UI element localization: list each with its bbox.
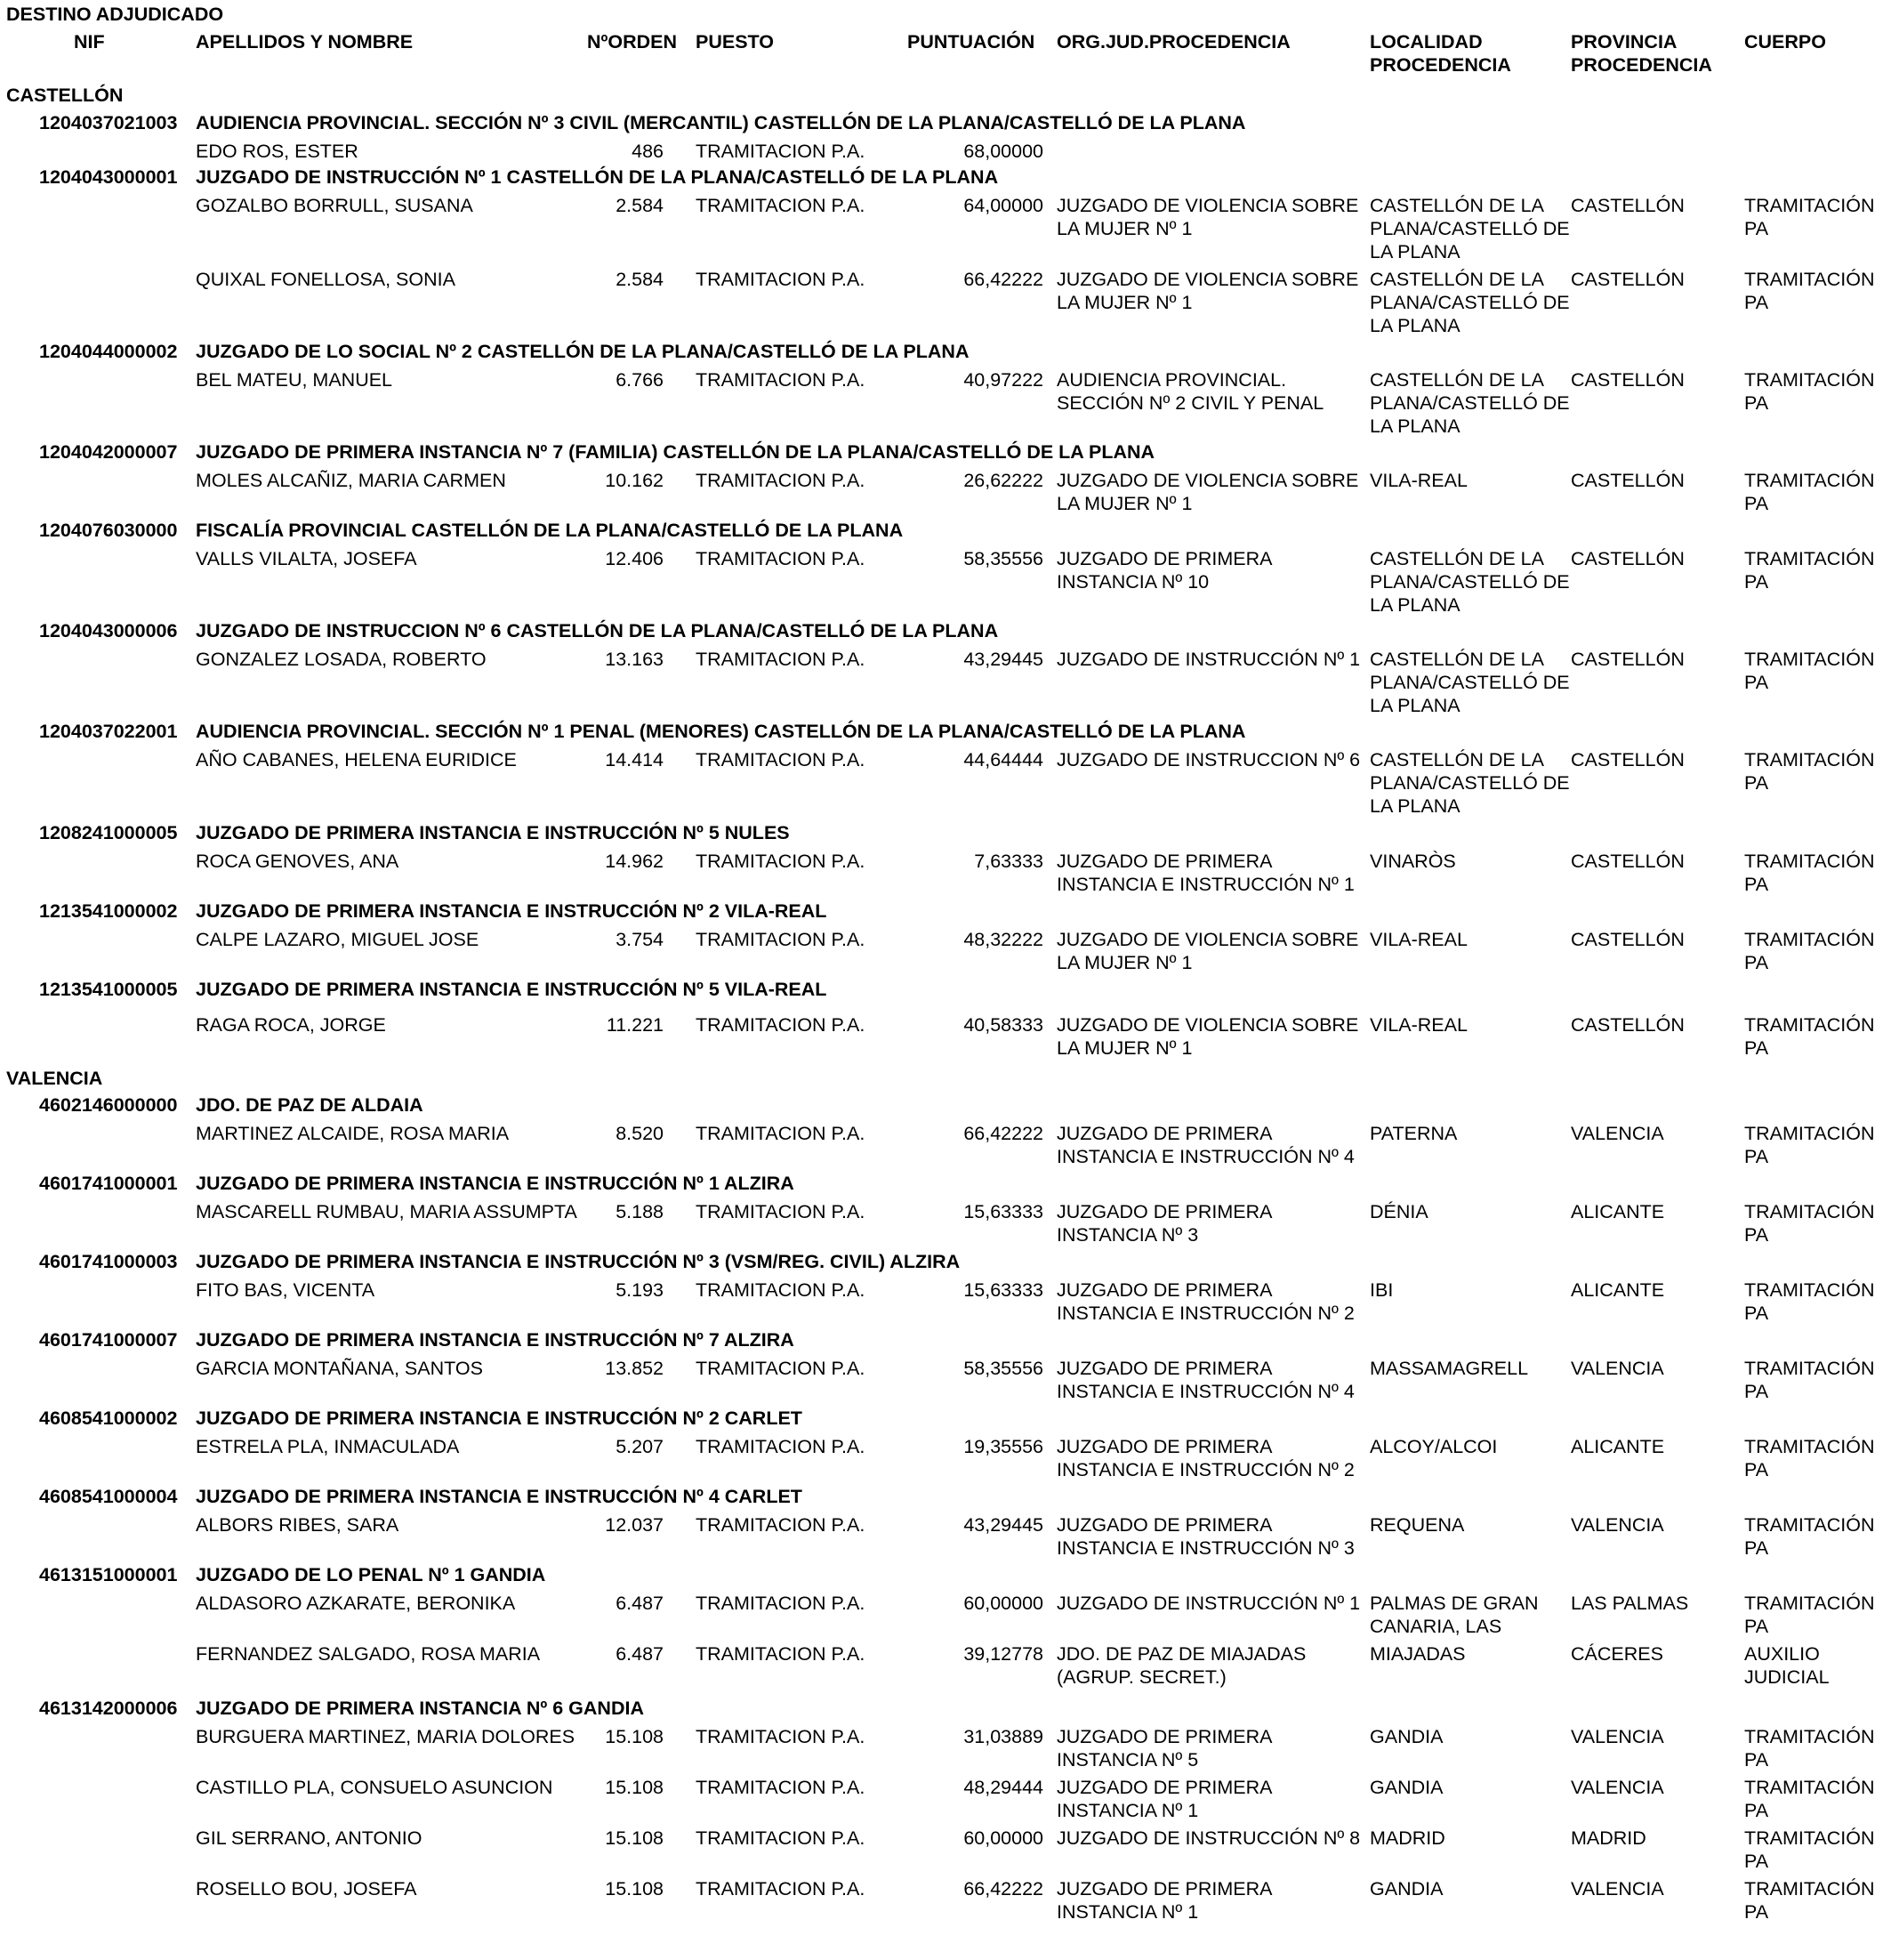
court-name: JUZGADO DE INSTRUCCIÓN Nº 1 CASTELLÓN DE LA PLANA/CASTELLÓ DE LA PLANA	[196, 166, 999, 188]
court-nif: 4601741000003	[39, 1251, 178, 1272]
origin-province: MADRID	[1571, 1827, 1646, 1849]
corps: TRAMITACIÓN PA	[1744, 1358, 1875, 1402]
origin-court: JUZGADO DE PRIMERA INSTANCIA Nº 10	[1057, 548, 1272, 593]
position: TRAMITACION P.A.	[696, 470, 865, 491]
corps: TRAMITACIÓN PA	[1744, 929, 1875, 973]
origin-locality: GANDIA	[1370, 1878, 1444, 1900]
position: TRAMITACION P.A.	[696, 1201, 865, 1222]
origin-court: JUZGADO DE PRIMERA INSTANCIA Nº 3	[1057, 1201, 1272, 1246]
person-name: ESTRELA PLA, INMACULADA	[196, 1436, 460, 1457]
court-nif: 1204044000002	[39, 341, 178, 362]
origin-court: JUZGADO DE VIOLENCIA SOBRE LA MUJER Nº 1	[1057, 269, 1359, 313]
origin-locality: VILA-REAL	[1370, 929, 1468, 950]
score: 39,12778	[963, 1643, 1043, 1665]
score: 66,42222	[963, 1123, 1043, 1144]
court-name: JUZGADO DE PRIMERA INSTANCIA E INSTRUCCIÓN Nº 3 (VSM/REG. CIVIL) ALZIRA	[196, 1251, 961, 1272]
origin-court: JUZGADO DE INSTRUCCIÓN Nº 1	[1057, 1593, 1361, 1614]
origin-court: JUZGADO DE PRIMERA INSTANCIA E INSTRUCCIÓN Nº 4	[1057, 1358, 1355, 1402]
court-nif: 1204076030000	[39, 520, 178, 541]
order-number: 8.520	[616, 1123, 664, 1144]
origin-province: VALENCIA	[1571, 1777, 1664, 1798]
order-number: 2.584	[616, 269, 664, 290]
court-nif: 4602146000000	[39, 1094, 178, 1116]
position: TRAMITACION P.A.	[696, 851, 865, 872]
origin-province: VALENCIA	[1571, 1358, 1664, 1379]
origin-locality: CASTELLÓN DE LA PLANA/CASTELLÓ DE LA PLANA	[1370, 369, 1570, 437]
origin-court: JDO. DE PAZ DE MIAJADAS (AGRUP. SECRET.)	[1057, 1643, 1307, 1688]
origin-court: JUZGADO DE PRIMERA INSTANCIA Nº 1	[1057, 1777, 1272, 1821]
score: 19,35556	[963, 1436, 1043, 1457]
order-number: 6.487	[616, 1593, 664, 1614]
origin-locality: CASTELLÓN DE LA PLANA/CASTELLÓ DE LA PLANA	[1370, 649, 1570, 716]
origin-court: JUZGADO DE INSTRUCCIÓN Nº 8	[1057, 1827, 1361, 1849]
order-number: 11.221	[606, 1014, 664, 1036]
person-name: GIL SERRANO, ANTONIO	[196, 1827, 422, 1849]
score: 40,58333	[963, 1014, 1043, 1036]
origin-locality: CASTELLÓN DE LA PLANA/CASTELLÓ DE LA PLANA	[1370, 548, 1570, 616]
score: 58,35556	[963, 1358, 1043, 1379]
person-name: ALDASORO AZKARATE, BERONIKA	[196, 1593, 516, 1614]
origin-court: JUZGADO DE VIOLENCIA SOBRE LA MUJER Nº 1	[1057, 195, 1359, 239]
court-nif: 4608541000002	[39, 1407, 178, 1429]
order-number: 13.163	[605, 649, 664, 670]
person-name: BURGUERA MARTINEZ, MARIA DOLORES	[196, 1726, 575, 1747]
order-number: 10.162	[605, 470, 664, 491]
origin-province: ALICANTE	[1571, 1279, 1665, 1301]
position: TRAMITACION P.A.	[696, 1514, 865, 1536]
page-title: DESTINO ADJUDICADO	[6, 4, 224, 25]
court-name: AUDIENCIA PROVINCIAL. SECCIÓN Nº 1 PENAL (MENORES) CASTELLÓN DE LA PLANA/CASTELLÓ DE LA PLANA	[196, 721, 1246, 742]
court-nif: 4613142000006	[39, 1698, 178, 1719]
position: TRAMITACION P.A.	[696, 548, 865, 569]
origin-province: VALENCIA	[1571, 1514, 1664, 1536]
score: 40,97222	[963, 369, 1043, 391]
court-nif: 1204042000007	[39, 441, 178, 463]
court-nif: 1204037022001	[39, 721, 178, 742]
origin-locality: GANDIA	[1370, 1777, 1444, 1798]
court-name: JUZGADO DE PRIMERA INSTANCIA E INSTRUCCIÓN Nº 5 VILA-REAL	[196, 979, 827, 1000]
origin-locality: MADRID	[1370, 1827, 1445, 1849]
origin-court: JUZGADO DE PRIMERA INSTANCIA E INSTRUCCIÓN Nº 1	[1057, 851, 1355, 895]
corps: TRAMITACIÓN PA	[1744, 851, 1875, 895]
origin-province: CASTELLÓN	[1571, 1014, 1685, 1036]
person-name: FITO BAS, VICENTA	[196, 1279, 375, 1301]
court-nif: 4613151000001	[39, 1564, 178, 1585]
position: TRAMITACION P.A.	[696, 1726, 865, 1747]
position: TRAMITACION P.A.	[696, 1123, 865, 1144]
column-header-orden: NºORDEN	[587, 31, 678, 52]
position: TRAMITACION P.A.	[696, 929, 865, 950]
person-name: MASCARELL RUMBAU, MARIA ASSUMPTA	[196, 1201, 577, 1222]
corps: TRAMITACIÓN PA	[1744, 749, 1875, 794]
column-header-localidad: LOCALIDAD PROCEDENCIA	[1370, 31, 1511, 76]
origin-locality: MASSAMAGRELL	[1370, 1358, 1529, 1379]
order-number: 6.766	[616, 369, 664, 391]
origin-province: CASTELLÓN	[1571, 749, 1685, 770]
corps: TRAMITACIÓN PA	[1744, 1514, 1875, 1559]
position: TRAMITACION P.A.	[696, 1643, 865, 1665]
score: 7,63333	[974, 851, 1043, 872]
order-number: 2.584	[616, 195, 664, 216]
corps: TRAMITACIÓN PA	[1744, 548, 1875, 593]
origin-locality: VILA-REAL	[1370, 1014, 1468, 1036]
origin-locality: IBI	[1370, 1279, 1394, 1301]
origin-locality: PALMAS DE GRAN CANARIA, LAS	[1370, 1593, 1539, 1637]
order-number: 5.207	[616, 1436, 664, 1457]
position: TRAMITACION P.A.	[696, 649, 865, 670]
person-name: CALPE LAZARO, MIGUEL JOSE	[196, 929, 479, 950]
court-name: JUZGADO DE LO SOCIAL Nº 2 CASTELLÓN DE LA PLANA/CASTELLÓ DE LA PLANA	[196, 341, 970, 362]
court-name: AUDIENCIA PROVINCIAL. SECCIÓN Nº 3 CIVIL (MERCANTIL) CASTELLÓN DE LA PLANA/CASTELLÓ DE LA PLANA	[196, 112, 1246, 133]
origin-locality: CASTELLÓN DE LA PLANA/CASTELLÓ DE LA PLANA	[1370, 269, 1570, 336]
person-name: VALLS VILALTA, JOSEFA	[196, 548, 417, 569]
corps: TRAMITACIÓN PA	[1744, 1777, 1875, 1821]
order-number: 14.962	[605, 851, 664, 872]
person-name: GARCIA MONTAÑANA, SANTOS	[196, 1358, 483, 1379]
origin-locality: CASTELLÓN DE LA PLANA/CASTELLÓ DE LA PLANA	[1370, 195, 1570, 262]
score: 60,00000	[963, 1827, 1043, 1849]
person-name: MOLES ALCAÑIZ, MARIA CARMEN	[196, 470, 506, 491]
person-name: GONZALEZ LOSADA, ROBERTO	[196, 649, 487, 670]
court-nif: 1204037021003	[39, 112, 178, 133]
origin-locality: GANDIA	[1370, 1726, 1444, 1747]
court-nif: 1213541000005	[39, 979, 178, 1000]
score: 43,29445	[963, 649, 1043, 670]
score: 66,42222	[963, 269, 1043, 290]
court-name: JUZGADO DE PRIMERA INSTANCIA E INSTRUCCIÓN Nº 1 ALZIRA	[196, 1173, 794, 1194]
origin-locality: CASTELLÓN DE LA PLANA/CASTELLÓ DE LA PLANA	[1370, 749, 1570, 817]
corps: TRAMITACIÓN PA	[1744, 1726, 1875, 1770]
score: 15,63333	[963, 1201, 1043, 1222]
origin-court: JUZGADO DE INSTRUCCION Nº 6	[1057, 749, 1361, 770]
court-nif: 4608541000004	[39, 1486, 178, 1507]
position: TRAMITACION P.A.	[696, 195, 865, 216]
order-number: 6.487	[616, 1643, 664, 1665]
position: TRAMITACION P.A.	[696, 1777, 865, 1798]
person-name: ROCA GENOVES, ANA	[196, 851, 399, 872]
court-name: JUZGADO DE PRIMERA INSTANCIA E INSTRUCCIÓN Nº 2 VILA-REAL	[196, 900, 827, 922]
origin-court: JUZGADO DE VIOLENCIA SOBRE LA MUJER Nº 1	[1057, 929, 1359, 973]
corps: TRAMITACIÓN PA	[1744, 1014, 1875, 1059]
origin-locality: VILA-REAL	[1370, 470, 1468, 491]
order-number: 13.852	[605, 1358, 664, 1379]
origin-court: JUZGADO DE VIOLENCIA SOBRE LA MUJER Nº 1	[1057, 470, 1359, 514]
court-name: JUZGADO DE PRIMERA INSTANCIA E INSTRUCCIÓN Nº 2 CARLET	[196, 1407, 802, 1429]
position: TRAMITACION P.A.	[696, 1358, 865, 1379]
court-nif: 4601741000001	[39, 1173, 178, 1194]
origin-court: JUZGADO DE PRIMERA INSTANCIA E INSTRUCCIÓN Nº 2	[1057, 1436, 1355, 1480]
province-heading: CASTELLÓN	[6, 85, 124, 106]
score: 68,00000	[963, 141, 1043, 162]
corps: TRAMITACIÓN PA	[1744, 269, 1875, 313]
origin-locality: REQUENA	[1370, 1514, 1465, 1536]
person-name: EDO ROS, ESTER	[196, 141, 358, 162]
corps: AUXILIO JUDICIAL	[1744, 1643, 1830, 1688]
corps: TRAMITACIÓN PA	[1744, 369, 1875, 414]
court-name: JUZGADO DE PRIMERA INSTANCIA Nº 6 GANDIA	[196, 1698, 644, 1719]
court-name: JUZGADO DE PRIMERA INSTANCIA E INSTRUCCIÓN Nº 4 CARLET	[196, 1486, 802, 1507]
origin-province: CASTELLÓN	[1571, 195, 1685, 216]
origin-province: CASTELLÓN	[1571, 470, 1685, 491]
score: 58,35556	[963, 548, 1043, 569]
origin-court: JUZGADO DE INSTRUCCIÓN Nº 1	[1057, 649, 1361, 670]
corps: TRAMITACIÓN PA	[1744, 1878, 1875, 1923]
person-name: ROSELLO BOU, JOSEFA	[196, 1878, 417, 1900]
score: 26,62222	[963, 470, 1043, 491]
origin-locality: PATERNA	[1370, 1123, 1458, 1144]
court-name: JDO. DE PAZ DE ALDAIA	[196, 1094, 423, 1116]
court-name: JUZGADO DE PRIMERA INSTANCIA E INSTRUCCIÓN Nº 7 ALZIRA	[196, 1329, 794, 1351]
corps: TRAMITACIÓN PA	[1744, 1436, 1875, 1480]
origin-court: JUZGADO DE PRIMERA INSTANCIA E INSTRUCCIÓN Nº 2	[1057, 1279, 1355, 1324]
origin-locality: ALCOY/ALCOI	[1370, 1436, 1498, 1457]
origin-province: VALENCIA	[1571, 1123, 1664, 1144]
corps: TRAMITACIÓN PA	[1744, 195, 1875, 239]
column-header-nif: NIF	[74, 31, 105, 52]
corps: TRAMITACIÓN PA	[1744, 1593, 1875, 1637]
court-nif: 1204043000006	[39, 620, 178, 641]
order-number: 486	[632, 141, 664, 162]
origin-locality: MIAJADAS	[1370, 1643, 1466, 1665]
column-header-cuerpo: CUERPO	[1744, 31, 1826, 52]
order-number: 14.414	[605, 749, 664, 770]
origin-province: ALICANTE	[1571, 1201, 1665, 1222]
position: TRAMITACION P.A.	[696, 1878, 865, 1900]
order-number: 15.108	[605, 1777, 664, 1798]
person-name: FERNANDEZ SALGADO, ROSA MARIA	[196, 1643, 541, 1665]
court-nif: 1208241000005	[39, 822, 178, 843]
origin-locality: VINARÒS	[1370, 851, 1456, 872]
person-name: AÑO CABANES, HELENA EURIDICE	[196, 749, 517, 770]
origin-locality: DÉNIA	[1370, 1201, 1428, 1222]
origin-province: CASTELLÓN	[1571, 929, 1685, 950]
column-header-name: APELLIDOS Y NOMBRE	[196, 31, 414, 52]
person-name: GOZALBO BORRULL, SUSANA	[196, 195, 473, 216]
province-heading: VALENCIA	[6, 1068, 103, 1089]
origin-court: JUZGADO DE PRIMERA INSTANCIA E INSTRUCCIÓN Nº 4	[1057, 1123, 1355, 1167]
score: 15,63333	[963, 1279, 1043, 1301]
origin-court: JUZGADO DE PRIMERA INSTANCIA Nº 1	[1057, 1878, 1272, 1923]
position: TRAMITACION P.A.	[696, 1279, 865, 1301]
origin-court: JUZGADO DE PRIMERA INSTANCIA E INSTRUCCIÓN Nº 3	[1057, 1514, 1355, 1559]
origin-court: JUZGADO DE PRIMERA INSTANCIA Nº 5	[1057, 1726, 1272, 1770]
person-name: BEL MATEU, MANUEL	[196, 369, 393, 391]
person-name: MARTINEZ ALCAIDE, ROSA MARIA	[196, 1123, 510, 1144]
court-name: JUZGADO DE PRIMERA INSTANCIA Nº 7 (FAMILIA) CASTELLÓN DE LA PLANA/CASTELLÓ DE LA PLANA	[196, 441, 1155, 463]
person-name: RAGA ROCA, JORGE	[196, 1014, 386, 1036]
position: TRAMITACION P.A.	[696, 369, 865, 391]
origin-province: ALICANTE	[1571, 1436, 1665, 1457]
origin-province: VALENCIA	[1571, 1878, 1664, 1900]
position: TRAMITACION P.A.	[696, 1827, 865, 1849]
origin-province: CASTELLÓN	[1571, 851, 1685, 872]
corps: TRAMITACIÓN PA	[1744, 470, 1875, 514]
court-name: JUZGADO DE PRIMERA INSTANCIA E INSTRUCCIÓN Nº 5 NULES	[196, 822, 790, 843]
court-name: JUZGADO DE LO PENAL Nº 1 GANDIA	[196, 1564, 546, 1585]
score: 48,32222	[963, 929, 1043, 950]
origin-province: CASTELLÓN	[1571, 369, 1685, 391]
court-name: JUZGADO DE INSTRUCCION Nº 6 CASTELLÓN DE LA PLANA/CASTELLÓ DE LA PLANA	[196, 620, 999, 641]
column-header-provincia: PROVINCIA PROCEDENCIA	[1571, 31, 1712, 76]
score: 64,00000	[963, 195, 1043, 216]
origin-province: CASTELLÓN	[1571, 269, 1685, 290]
column-header-puntuacion: PUNTUACIÓN	[907, 31, 1035, 52]
court-nif: 1213541000002	[39, 900, 178, 922]
column-header-org: ORG.JUD.PROCEDENCIA	[1057, 31, 1291, 52]
score: 44,64444	[963, 749, 1043, 770]
corps: TRAMITACIÓN PA	[1744, 1827, 1875, 1872]
order-number: 15.108	[605, 1878, 664, 1900]
score: 43,29445	[963, 1514, 1043, 1536]
origin-province: CASTELLÓN	[1571, 548, 1685, 569]
origin-province: CASTELLÓN	[1571, 649, 1685, 670]
corps: TRAMITACIÓN PA	[1744, 1279, 1875, 1324]
person-name: CASTILLO PLA, CONSUELO ASUNCION	[196, 1777, 553, 1798]
court-name: FISCALÍA PROVINCIAL CASTELLÓN DE LA PLANA/CASTELLÓ DE LA PLANA	[196, 520, 904, 541]
origin-province: CÁCERES	[1571, 1643, 1663, 1665]
score: 31,03889	[963, 1726, 1043, 1747]
court-nif: 1204043000001	[39, 166, 178, 188]
column-header-puesto: PUESTO	[696, 31, 775, 52]
order-number: 3.754	[616, 929, 664, 950]
order-number: 12.037	[605, 1514, 664, 1536]
origin-court: AUDIENCIA PROVINCIAL. SECCIÓN Nº 2 CIVIL Y PENAL	[1057, 369, 1324, 414]
position: TRAMITACION P.A.	[696, 141, 865, 162]
person-name: ALBORS RIBES, SARA	[196, 1514, 399, 1536]
score: 48,29444	[963, 1777, 1043, 1798]
order-number: 15.108	[605, 1827, 664, 1849]
court-nif: 4601741000007	[39, 1329, 178, 1351]
corps: TRAMITACIÓN PA	[1744, 1201, 1875, 1246]
position: TRAMITACION P.A.	[696, 1593, 865, 1614]
order-number: 5.188	[616, 1201, 664, 1222]
person-name: QUIXAL FONELLOSA, SONIA	[196, 269, 455, 290]
corps: TRAMITACIÓN PA	[1744, 1123, 1875, 1167]
corps: TRAMITACIÓN PA	[1744, 649, 1875, 693]
order-number: 12.406	[605, 548, 664, 569]
score: 66,42222	[963, 1878, 1043, 1900]
position: TRAMITACION P.A.	[696, 1436, 865, 1457]
position: TRAMITACION P.A.	[696, 749, 865, 770]
order-number: 5.193	[616, 1279, 664, 1301]
position: TRAMITACION P.A.	[696, 269, 865, 290]
origin-court: JUZGADO DE VIOLENCIA SOBRE LA MUJER Nº 1	[1057, 1014, 1359, 1059]
position: TRAMITACION P.A.	[696, 1014, 865, 1036]
origin-province: LAS PALMAS	[1571, 1593, 1689, 1614]
score: 60,00000	[963, 1593, 1043, 1614]
order-number: 15.108	[605, 1726, 664, 1747]
origin-province: VALENCIA	[1571, 1726, 1664, 1747]
